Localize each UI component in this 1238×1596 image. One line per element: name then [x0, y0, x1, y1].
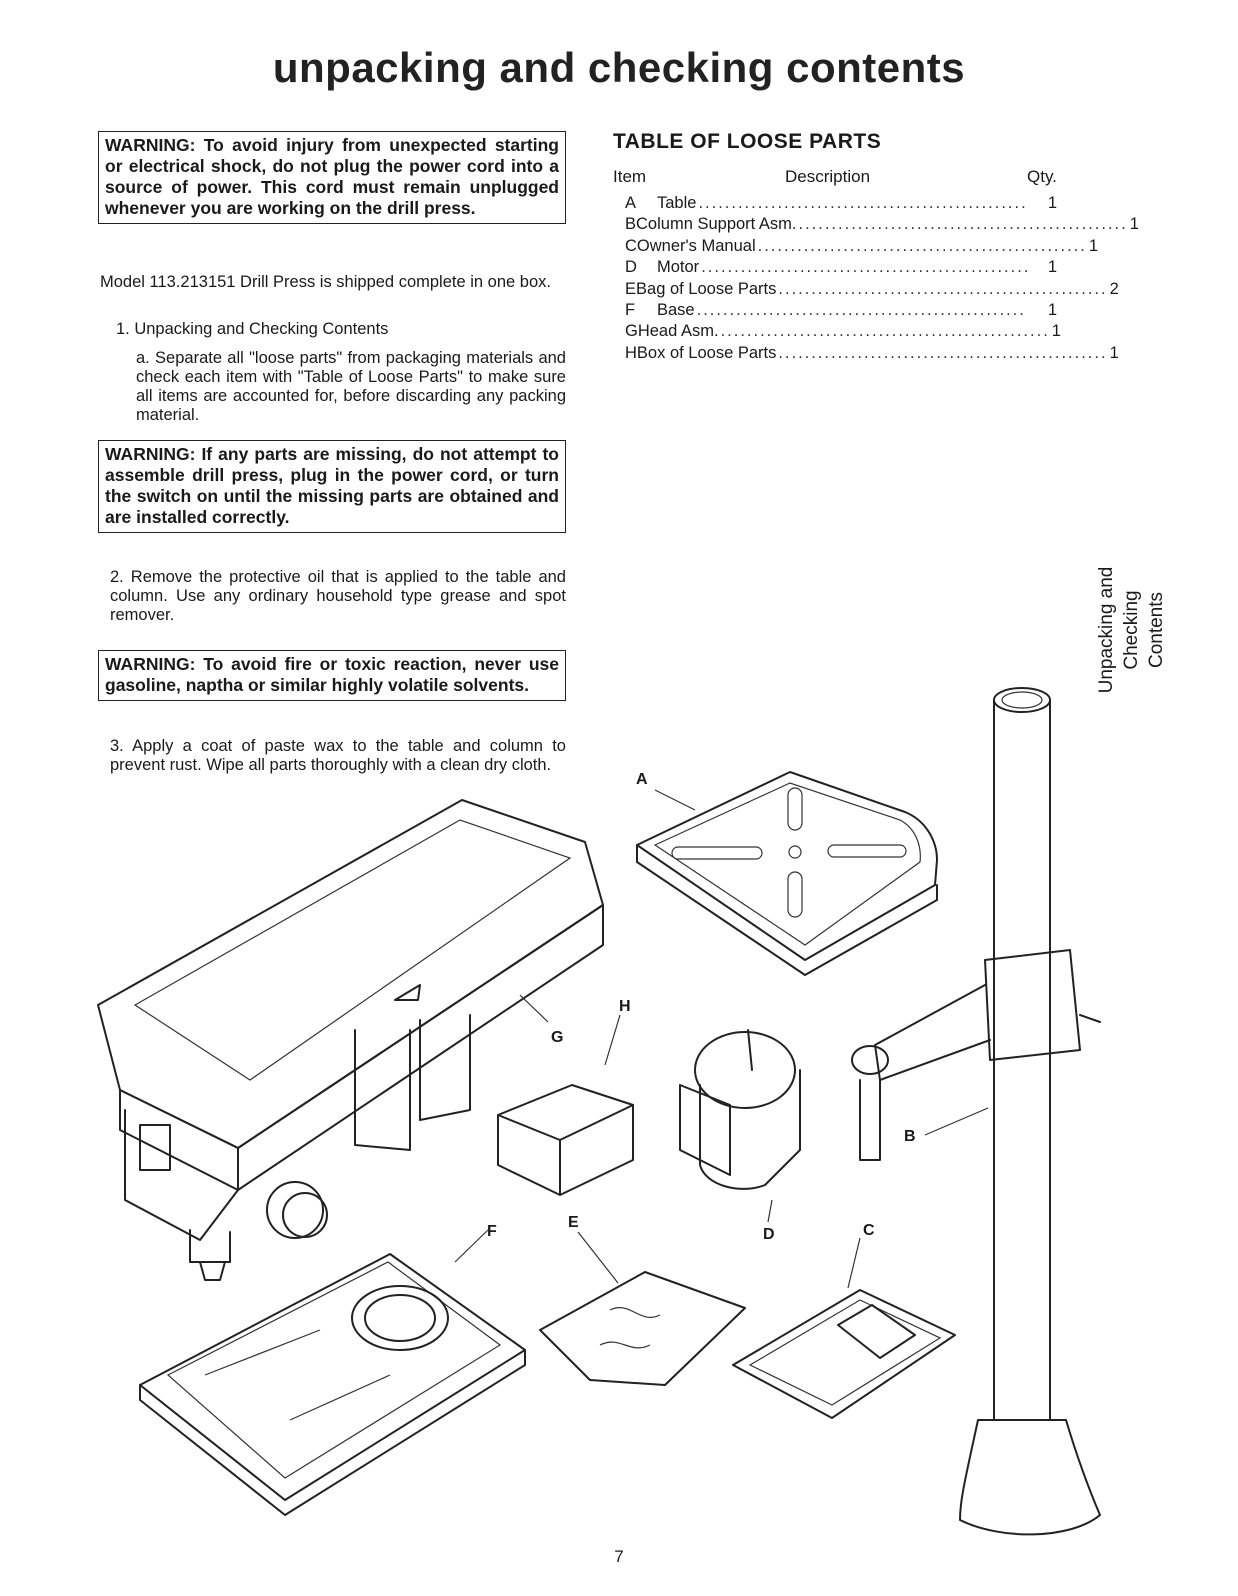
intro-paragraph: Model 113.213151 Drill Press is shipped complete in one box. — [100, 273, 551, 291]
item-letter: A — [625, 194, 637, 212]
step-2: 2. Remove the protective oil that is applied to the table and column. Use any ordinary household type grease and spot remover. — [110, 568, 566, 624]
base-drawing — [140, 1254, 525, 1515]
item-description: Owner's Manual — [636, 236, 756, 255]
warning-missing-parts: WARNING: If any parts are missing, do not attempt to assemble drill press, plug in the power cord, or turn the switch on until the missing parts are obtained and are installed correctly. — [98, 440, 566, 533]
side-tab-line-2: Checking Contents — [1121, 590, 1167, 670]
item-description: Base — [657, 300, 695, 319]
label-h: H — [619, 998, 631, 1015]
list-item: A Table .................................................. 1 — [625, 194, 1057, 212]
item-description: Column Support Asm. — [636, 215, 797, 234]
item-letter: G — [625, 322, 638, 341]
side-tab-line-1: Unpacking and — [1096, 566, 1117, 694]
list-item: E Bag of Loose Parts .................................................. 2 — [625, 279, 1119, 298]
list-item: F Base .................................................. 1 — [625, 300, 1057, 319]
item-qty: 1 — [1088, 236, 1099, 255]
list-item: C Owner's Manual .................................................. 1 — [625, 236, 1099, 255]
item-letter: H — [625, 343, 637, 362]
warning-solvents: WARNING: To avoid fire or toxic reaction, never use gasoline, naptha or similar highly volatile solvents. — [98, 650, 566, 701]
step-1: 1. Unpacking and Checking Contents — [116, 320, 389, 338]
label-a: A — [636, 771, 648, 788]
list-item: B Column Support Asm. .................................................. 1 — [625, 215, 1139, 234]
page-title: unpacking and checking contents — [272, 44, 966, 91]
item-qty: 2 — [1109, 279, 1119, 298]
col-item: Item — [613, 167, 647, 186]
col-qty: Qty. — [1027, 167, 1057, 186]
label-d: D — [763, 1226, 775, 1243]
item-qty: 1 — [1129, 215, 1139, 234]
item-description: Box of Loose Parts — [636, 343, 777, 362]
list-item: H Box of Loose Parts .................................................. 1 — [625, 343, 1119, 362]
step-1a: a. Separate all "loose parts" from packaging materials and check each item with "Table of Loose Parts" to make sure all items are accounted for, before discarding any packing material. — [136, 349, 566, 424]
label-c: C — [863, 1222, 875, 1239]
item-description: Motor — [657, 258, 700, 277]
label-e: E — [568, 1214, 579, 1231]
item-letter: D — [625, 258, 637, 277]
step-3: 3. Apply a coat of paste wax to the table and column to prevent rust. Wipe all parts thoroughly with a clean dry cloth. — [110, 737, 566, 774]
bag-drawing — [540, 1272, 745, 1385]
list-item: D Motor .................................................. 1 — [625, 258, 1057, 277]
item-qty: 1 — [1051, 322, 1061, 341]
item-letter: C — [625, 236, 637, 255]
label-b: B — [904, 1128, 916, 1145]
table-drawing — [637, 772, 937, 975]
loose-parts-heading: TABLE OF LOOSE PARTS — [613, 130, 882, 153]
label-g: G — [551, 1029, 564, 1046]
motor-drawing — [680, 1030, 800, 1189]
head-assembly-drawing — [98, 800, 603, 1280]
page-number: 7 — [614, 1547, 624, 1566]
item-letter: E — [625, 279, 637, 298]
item-qty: 1 — [1109, 343, 1119, 362]
item-description: Table — [657, 194, 697, 212]
box-drawing — [498, 1085, 633, 1195]
item-description: Bag of Loose Parts — [636, 279, 777, 298]
item-qty: 1 — [1047, 300, 1057, 319]
manual-drawing — [733, 1290, 955, 1418]
warning-unplug: WARNING: To avoid injury from unexpected starting or electrical shock, do not plug the power cord into a source of power. This cord must remain unplugged whenever you are working on the drill press. — [98, 131, 566, 224]
item-qty: 1 — [1047, 258, 1057, 277]
label-f: F — [487, 1223, 497, 1240]
item-description: Head Asm. — [637, 322, 719, 341]
item-letter: F — [625, 300, 636, 319]
col-description: Description — [785, 167, 871, 186]
leader-lines — [455, 790, 988, 1288]
list-item: G Head Asm. .................................................. 1 — [625, 322, 1061, 341]
column-support-drawing — [852, 688, 1100, 1534]
item-letter: B — [625, 215, 637, 234]
item-qty: 1 — [1047, 194, 1057, 212]
